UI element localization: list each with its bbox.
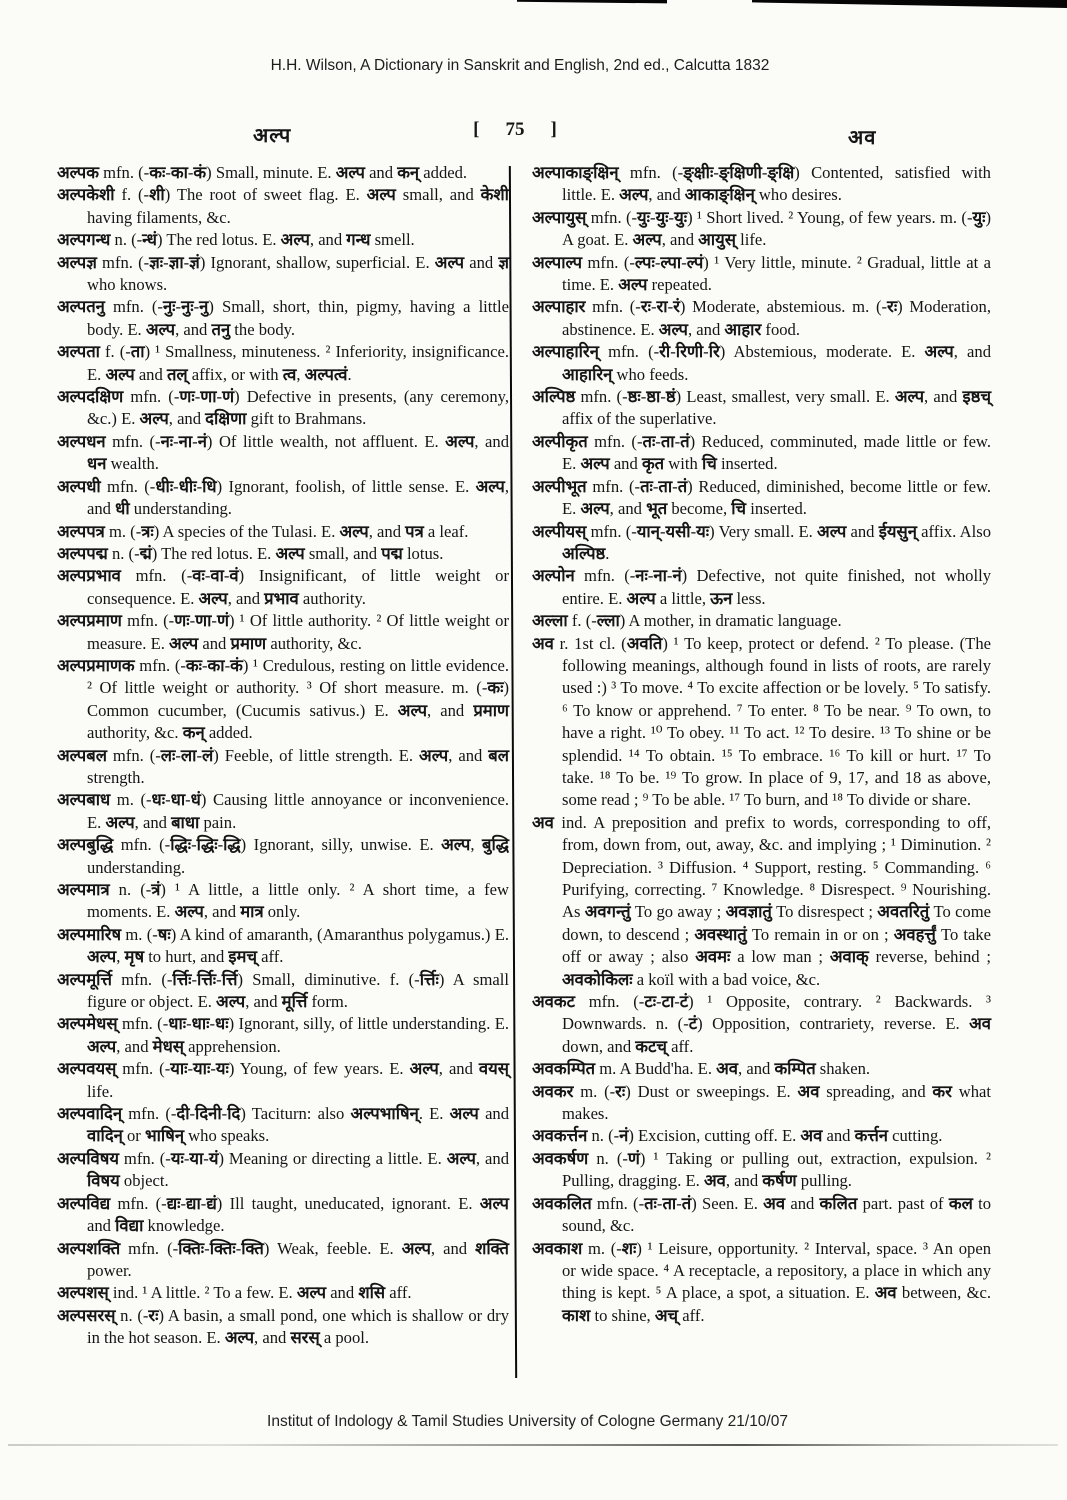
dictionary-entry: अल्पकेशी f. (-शी) The root of sweet flag. E. अल्प small, and केशी having filaments, &c. [57,185,509,227]
footer-caption: Institut of Indology & Tamil Studies University of Cologne Germany 21/10/07 [267,1413,788,1430]
dictionary-entry: अल्पशक्ति mfn. (-क्तिः-क्तिः-क्ति) Weak, feeble. E. अल्प, and शक्ति power. [57,1238,510,1280]
page-body [57,162,991,1350]
dictionary-entry: अव r. 1st cl. (अवति) ¹ To keep, protect or defend. ² To please. (The following meanings, although found in lists of roots, are rarely used :) ³ To move. ⁴ To excite affection or be lovely. ⁵ To satisfy. ⁶ To know or apprehend. ⁷ To enter. ⁸ To be near. ⁹ To own, to have a right. ¹⁰ To obey. ¹¹ To act. ¹² To desire. ¹³ To shine or be splendid. ¹⁴ To obtain. ¹⁵ To embrace. ¹⁶ To kill or hurt. ¹⁷ To take. ¹⁸ To be. ¹⁹ To grow. In place of 9, 17, and 18 as above, some read ; ⁹ To be able. ¹⁷ To burn, and ¹⁸ To divide or share. [532,633,991,810]
dictionary-entry: अवकर्त्तन n. (-नं) Excision, cutting off. E. अव and कर्त्तन cutting. [532,1126,943,1146]
dictionary-entry: अल्पाहारिन् mfn. (-री-रिणी-रि) Abstemious, moderate. E. अल्प, and आहारिन् who feeds. [532,342,991,384]
dictionary-entry: अल्पप्रमाण mfn. (-णः-णा-णं) ¹ Of little authority. ² Of little weight or measure. E. अल्प and प्रमाण authority, &c. [57,611,509,653]
dictionary-entry: अल्पसरस् n. (-रः) A basin, a small pond, one which is shallow or dry in the hot season. E. अल्प, and सरस् a pool. [57,1305,509,1348]
dictionary-entry: अल्पीयस् mfn. (-यान्-यसी-यः) Very small. E. अल्प and ईयसुन् affix. Also अल्पिष्ठ. [532,521,991,563]
dictionary-entry: अल्पमारिष m. (-षः) A kind of amaranth, (Amaranthus polygamus.) E. अल्प, मृष to hurt, and इमच् aff. [57,924,509,967]
dictionary-entry: अवकर m. (-रः) Dust or sweepings. E. अव spreading, and कर what makes. [532,1081,992,1124]
dictionary-entry: अवकम्पित m. A Budd'ha. E. अव, and कम्पित shaken. [532,1059,871,1079]
dictionary-entry: अल्पतनु mfn. (-नुः-नुः-नु) Small, short, thin, pigmy, having a little body. E. अल्प, and तनु the body. [57,297,509,339]
dictionary-entry: अल्पीकृत mfn. (-तः-ता-तं) Reduced, comminuted, made little or few. E. अल्प and कृत with चि inserted. [532,431,991,474]
scan-caption: H.H. Wilson, A Dictionary in Sanskrit and English, 2nd ed., Calcutta 1832 [270,57,770,74]
dictionary-entry: अल्पमूर्त्ति mfn. (-र्त्तिः-र्त्तिः-र्त्ति) Small, diminutive. f. (-र्त्तिः) A small figure or object. E. अल्प, and मूर्त्ति form. [57,969,509,1012]
dictionary-entry: अवकट mfn. (-टः-टा-टं) ¹ Opposite, contrary. ² Backwards. ³ Downwards. n. (-टं) Opposition, contrariety, reverse. E. अव down, and कटच् aff. [532,992,991,1056]
dictionary-entry: अल्पवादिन् mfn. (-दी-दिनी-दि) Taciturn: also अल्पभाषिन्. E. अल्प and वादिन् or भाषिन् who speaks. [57,1104,510,1146]
dictionary-entry: अव ind. A preposition and prefix to words, corresponding to off, from, down from, out, away, &c. and implying ; ¹ Diminution. ² Depreciation. ³ Diffusion. ⁴ Support, resting. ⁵ Commanding. ⁶ Purifying, correcting. ⁷ Knowledge. ⁸ Disrespect. ⁹ Nourishing. As अवगन्तुं To go away ; अवज्ञातुं To disrespect ; अवतरितुं To come down, to descend ; अवस्थातुं To remain in or on ; अवहर्त्तुं To take off or away ; also अवमः a low man ; अवाक् reverse, behind ; अवकोकिलः a koïl with a bad voice, &c. [532,812,992,989]
dictionary-entry: अल्पीभूत mfn. (-तः-ता-तं) Reduced, diminished, become little or few. E. अल्प, and भूत become, चि inserted. [532,476,991,519]
bracket-open: [ [473,119,480,140]
running-head [0,119,1067,151]
scan-artifact-streak [517,0,667,4]
dictionary-entry: अल्पबल mfn. (-लः-ला-लं) Feeble, of little strength. E. अल्प, and बल strength. [57,745,509,787]
dictionary-entry: अल्पाहार mfn. (-रः-रा-रं) Moderate, abstemious. m. (-रः) Moderation, abstinence. E. अल्प, and आहार food. [532,297,991,339]
page-number: 75 [505,119,525,140]
scan-artifact-streak [752,0,1067,8]
running-head-left-word: अल्प [253,125,292,147]
bracket-close: ] [550,119,557,140]
dictionary-entry: अल्पदक्षिण mfn. (-णः-णा-णं) Defective in presents, (any ceremony, &c.) E. अल्प, and दक्षिणा gift to Brahmans. [57,387,509,429]
dictionary-entry: अल्पायुस् mfn. (-युः-युः-युः) ¹ Short lived. ² Young, of few years. m. (-युः) A goat. E. अल्प, and आयुस् life. [532,207,991,250]
dictionary-entry: अल्पधन mfn. (-नः-ना-नं) Of little wealth, not affluent. E. अल्प, and धन wealth. [57,431,509,474]
dictionary-entry: अल्पता f. (-ता) ¹ Smallness, minuteness. ² Inferiority, insignificance. E. अल्प and तल् affix, or with त्व, अल्पत्वं. [57,342,510,384]
dictionary-entry: अवकाश m. (-शः) ¹ Leisure, opportunity. ² Interval, space. ³ An open or wide space. ⁴ A receptacle, a repository, a place in which any thing is kept. ⁵ A place, a spot, a situation. E. अव between, &c. काश to shine, अच् aff. [532,1238,992,1325]
dictionary-entry: अल्पमेधस् mfn. (-धाः-धाः-धः) Ignorant, silly, of little understanding. E. अल्प, and मेधस् apprehension. [57,1014,510,1056]
dictionary-entry: अल्पवयस् mfn. (-याः-याः-यः) Young, of few years. E. अल्प, and वयस् life. [57,1059,509,1101]
dictionary-entry: अल्पविद्य mfn. (-द्यः-द्या-द्यं) Ill taught, uneducated, ignorant. E. अल्प and विद्या knowledge. [57,1193,509,1236]
dictionary-entry: अल्पक mfn. (-कः-का-कं) Small, minute. E. अल्प and कन् added. [57,163,468,182]
running-head-right-word: अव [848,127,877,149]
dictionary-entry: अल्पमात्र n. (-त्रं) ¹ A little, a little only. ² A short time, a few moments. E. अल्प, and मात्र only. [57,880,510,922]
dictionary-entry: अल्पज्ञ mfn. (-ज्ञः-ज्ञा-ज्ञं) Ignorant, shallow, superficial. E. अल्प and ज्ञ who knows. [57,252,509,295]
scan-artifact-line [8,1444,1058,1446]
dictionary-entry: अवकर्षण n. (-णं) ¹ Taking or pulling out, extraction, expulsion. ² Pulling, dragging. E. अव, and कर्षण pulling. [532,1148,991,1191]
dictionary-entry: अल्पशस् ind. ¹ A little. ² To a few. E. अल्प and शसि aff. [57,1283,412,1303]
dictionary-entry: अल्ला f. (-ल्ला) A mother, in dramatic language. [532,611,842,631]
dictionary-entry: अवकलित mfn. (-तः-ता-तं) Seen. E. अव and कलित part. past of कल to sound, &c. [532,1193,991,1236]
dictionary-entry: अल्पिष्ठ mfn. (-ष्ठः-ष्ठा-ष्ठं) Least, smallest, very small. E. अल्प, and इष्ठच् affix of the superlative. [532,387,991,429]
dictionary-entry: अल्पाकाङ्क्षिन् mfn. (-ङ्क्षीः-ङ्क्षिणी-ङ्क्षि) Contented, satisfied with little. E. अल्प, and आकाङ्क्षिन् who desires. [532,163,991,205]
dictionary-entry: अल्पाल्प mfn. (-ल्पः-ल्पा-ल्पं) ¹ Very little, minute. ² Gradual, little at a time. E. अल्प repeated. [532,252,991,295]
dictionary-entry: अल्पगन्ध n. (-न्धं) The red lotus. E. अल्प, and गन्ध smell. [57,230,415,250]
dictionary-entry: अल्पपत्र m. (-त्रः) A species of the Tulasi. E. अल्प, and पत्र a leaf. [57,521,469,541]
dictionary-entry: अल्पविषय mfn. (-यः-या-यं) Meaning or directing a little. E. अल्प, and विषय object. [57,1148,509,1191]
dictionary-entry: अल्पोन mfn. (-नः-ना-नं) Defective, not quite finished, not wholly entire. E. अल्प a little, ऊन less. [532,566,991,608]
dictionary-entry: अल्पप्रमाणक mfn. (-कः-का-कं) ¹ Credulous, resting on little evidence. ² Of little weight or authority. ³ Of short measure. m. (-कः) Common cucumber, (Cucumis sativus.) E. अल्प, and प्रमाण authority, &c. कन् added. [57,655,510,743]
right-column [532,162,991,1350]
dictionary-entry: अल्पबाध m. (-धः-धा-धं) Causing little annoyance or inconvenience. E. अल्प, and बाधा pain. [57,790,509,832]
dictionary-entry: अल्पधी mfn. (-धीः-धीः-धि) Ignorant, foolish, of little sense. E. अल्प, and धी understanding. [57,476,509,519]
dictionary-entry: अल्पप्रभाव mfn. (-वः-वा-वं) Insignificant, of little weight or consequence. E. अल्प, and प्रभाव authority. [57,566,509,608]
left-column [57,162,509,1350]
dictionary-entry: अल्पबुद्धि mfn. (-द्धिः-द्धिः-द्धि) Ignorant, silly, unwise. E. अल्प, बुद्धि understanding. [57,835,510,877]
dictionary-entry: अल्पपद्म n. (-द्मं) The red lotus. E. अल्प small, and पद्म lotus. [57,543,444,563]
